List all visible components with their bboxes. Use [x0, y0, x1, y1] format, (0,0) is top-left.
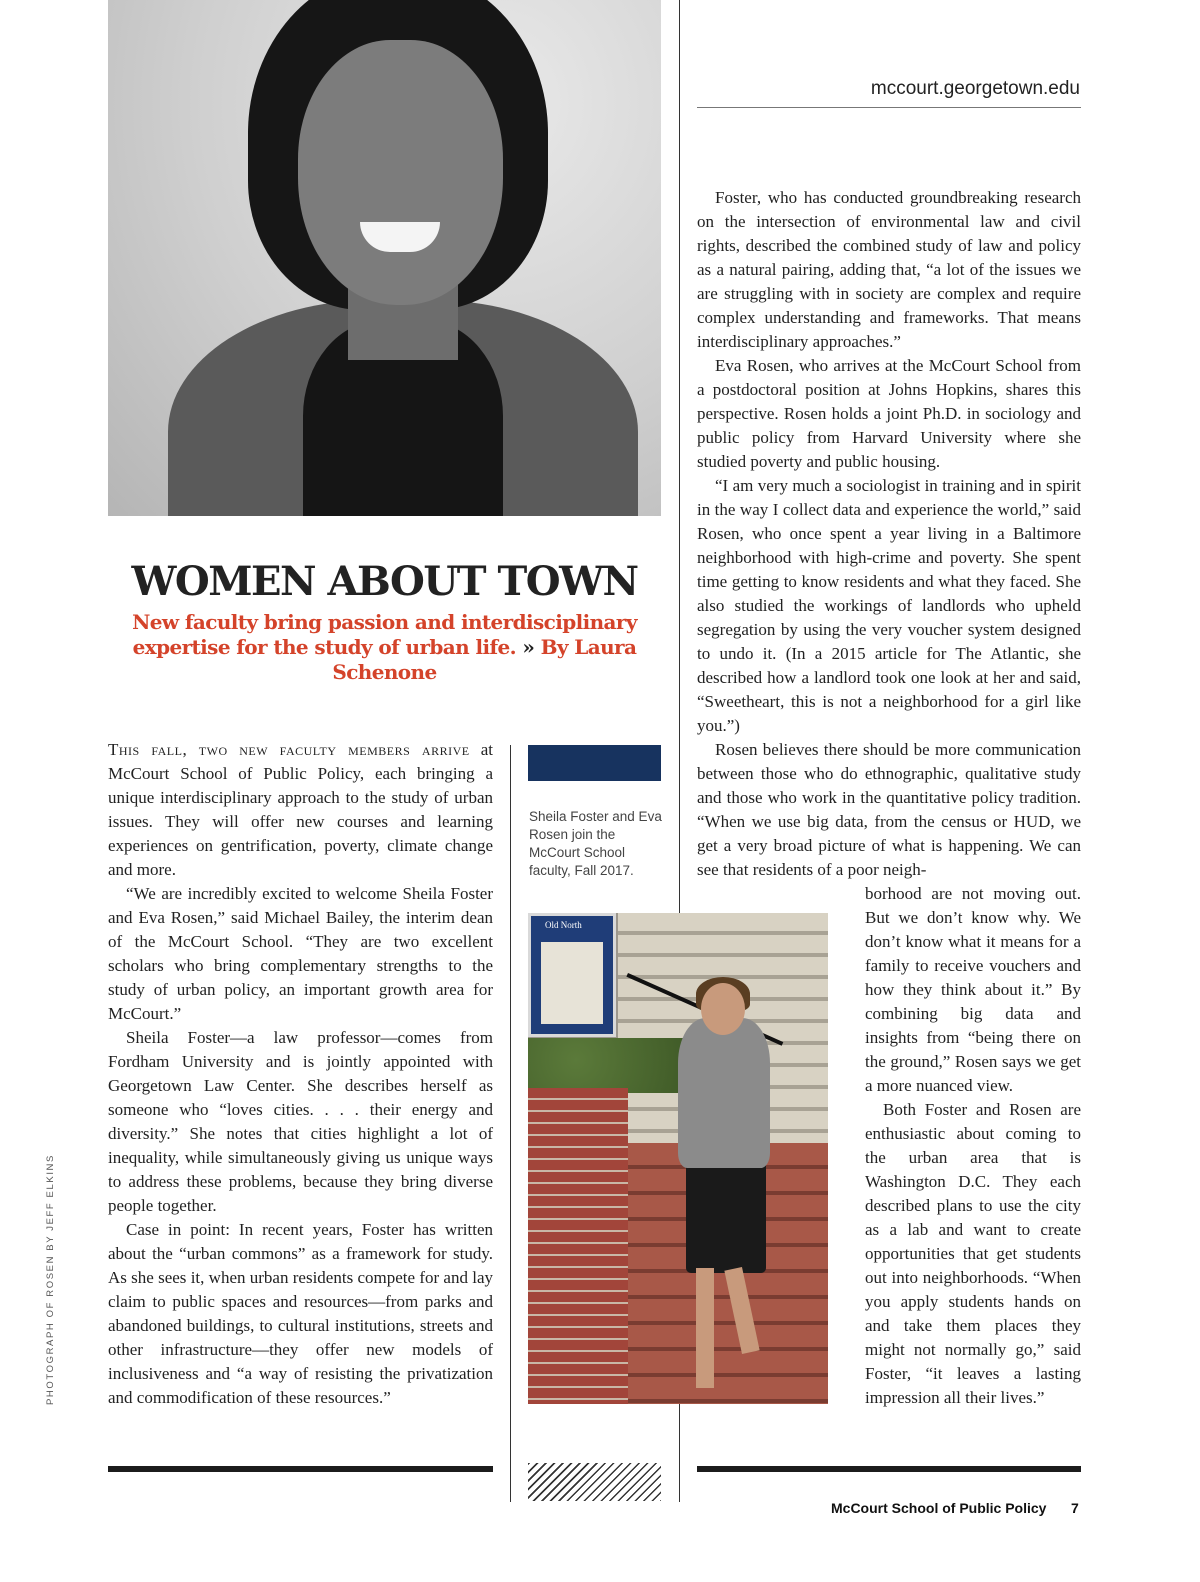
url-underline: [697, 107, 1081, 108]
deck-separator: »: [522, 635, 535, 659]
sign-text: Old North: [545, 920, 582, 930]
article-column-1: [108, 738, 493, 1410]
paragraph: Foster, who has conducted groundbreaking research on the intersection of environmental law and civil rights, described the combined study of law and policy as a natural pairing, adding that, “a lot of the issues we are struggling with in society are complex and require complex understanding and frameworks. That means interdisciplinary approaches.”: [697, 188, 1081, 351]
paragraph: Case in point: In recent years, Foster has written about the “urban commons” as a framework for study. As she sees it, when urban residents compete for and lay claim to public spaces and resources—from parks and abandoned buildings, to cultural institutions, streets and other infrastructure—they offer new models of inclusiveness and “a way of resisting the privatization and commodification of these resources.”: [108, 1220, 493, 1407]
photo-rosen: [528, 913, 828, 1404]
page-number: 7: [1071, 1500, 1079, 1516]
footer-rule-left: [108, 1466, 493, 1472]
site-url: mccourt.georgetown.edu: [870, 78, 1080, 99]
footer-publication: McCourt School of Public Policy: [831, 1500, 1047, 1516]
byline: By Laura Schenone: [332, 635, 637, 684]
article-column-3: [697, 186, 1081, 882]
paragraph: Eva Rosen, who arrives at the McCourt School from a postdoctoral position at Johns Hopkins, shares this perspective. Rosen holds a joint Ph.D. in sociology and public policy from Harvard University where she studied poverty and public housing.: [697, 356, 1081, 471]
column-rule-left: [510, 745, 511, 1502]
paragraph: Sheila Foster—a law professor—comes from Fordham University and is jointly appointed with Georgetown Law Center. She describes herself as someone who “loves cities. . . . their energy and diversity.” She notes that cities highlight a lot of inequality, while simultaneously giving us unique ways to address these problems, because they bring diverse people together.: [108, 1028, 493, 1215]
footer-rule-right: [697, 1466, 1081, 1472]
deck-text: New faculty bring passion and interdisciplinary expertise for the study of urban life.: [132, 610, 637, 659]
paragraph-text: at McCourt School of Public Policy, each bringing a unique interdisciplinary approach to the study of urban issues. They will offer new courses and learning experiences on gentrification, poverty, climate change and more.: [108, 740, 494, 879]
paragraph: [108, 738, 493, 882]
paragraph: Rosen believes there should be more communication between those who do ethnographic, qualitative study and those who work in the quantitative policy tradition. “When we use big data, from the census or HUD, we get a very broad picture of what is happening. We can see that residents of a poor neigh-: [697, 740, 1081, 879]
paragraph: “We are incredibly excited to welcome Sheila Foster and Eva Rosen,” said Michael Bailey, the interim dean of the McCourt School. “They are two excellent scholars who bring complementary strengths to the study of urban policy, an important growth area for McCourt.”: [108, 884, 493, 1023]
paragraph: borhood are not moving out. But we don’t know why. We don’t know what it means for a family to receive vouchers and how they think about it.” By combining big data and insights from “being there on the ground,” Rosen says we get a more nuanced view.: [865, 884, 1081, 1095]
paragraph: Both Foster and Rosen are enthusiastic about coming to the urban area that is Washington D.C. They each described plans to use the city as a lab and want to create opportunities that get students out into neighborhoods. “When you apply students hands on and take them places they might not normally go,” said Foster, “it leaves a lasting impression all their lives.”: [865, 1100, 1081, 1407]
paragraph: “I am very much a sociologist in training and in spirit in the way I collect data and experience the world,” said Rosen, who once spent a year living in a Baltimore neighborhood with high-crime and poverty. She spent time getting to know residents and what they faced. She also studied the workings of landlords who upheld segregation by using the very voucher system designed to undo it. (In a 2015 article for The Atlantic, she described how a landlord took one look at her and said, “Sweetheart, this is not a neighborhood for a girl like you.”): [697, 476, 1081, 735]
deck: [108, 610, 661, 685]
photo-caption: Sheila Foster and Eva Rosen join the McCourt School faculty, Fall 2017.: [529, 809, 662, 878]
footer-hatch: [528, 1463, 661, 1501]
lead-in: This fall, two new faculty members arrive: [108, 740, 470, 759]
campus-sign: [528, 913, 616, 1037]
headline: WOMEN ABOUT TOWN: [131, 558, 638, 605]
photo-credit: PHOTOGRAPH OF ROSEN BY JEFF ELKINS: [45, 1154, 56, 1405]
navy-accent-bar: [528, 745, 661, 781]
article-column-3-inset: [865, 882, 1081, 1410]
portrait-photo-foster: [108, 0, 661, 516]
